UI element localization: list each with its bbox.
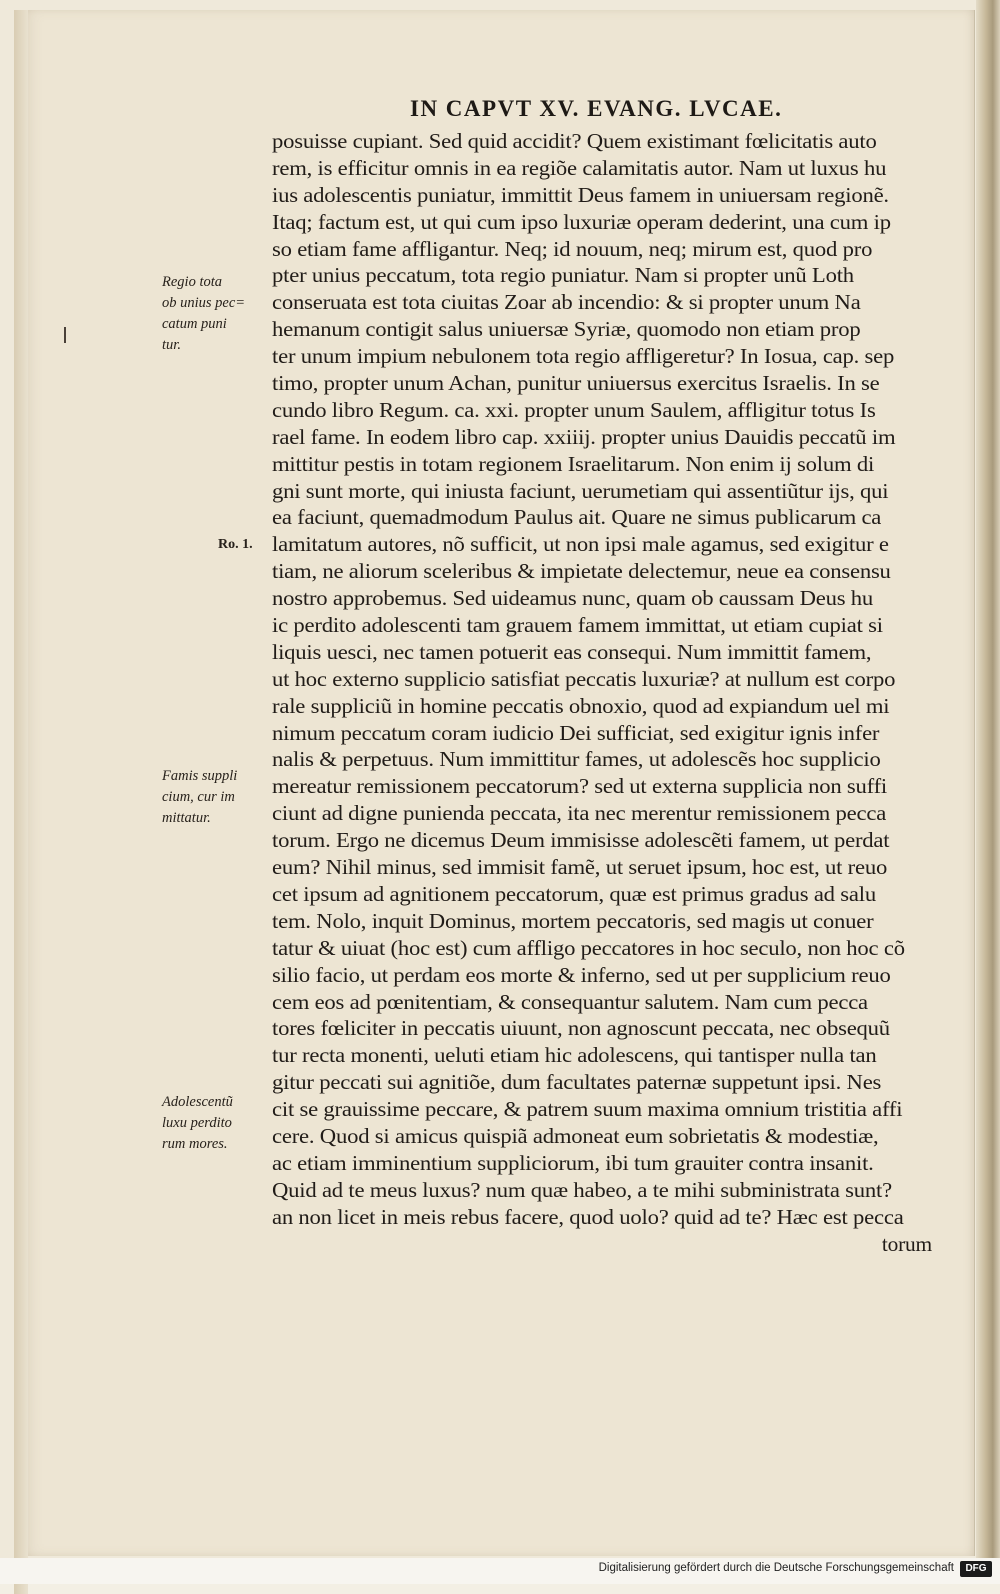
funding-credit: Digitalisierung gefördert durch die Deutsche Forschungsgemeinschaft: [598, 1562, 954, 1574]
footer-bar: [0, 1558, 1000, 1584]
text-line: gitur peccati sui agnitiõe, dum facultates paternæ suppetunt ipsi. Nes: [272, 1070, 882, 1095]
text-line: silio facio, ut perdam eos morte & inferno, sed ut per supplicium reuo: [272, 962, 891, 987]
text-line: rael fame. In eodem libro cap. xxiiij. propter unius Dauidis peccatũ im: [272, 424, 896, 449]
text-line: rale suppliciũ in homine peccatis obnoxio, quod ad expiandum uel mi: [272, 693, 890, 718]
text-line: tem. Nolo, inquit Dominus, mortem peccatoris, sed magis ut conuer: [272, 908, 874, 933]
text-line: tur recta monenti, ueluti etiam hic adolescens, qui tantisper nulla tan: [272, 1043, 877, 1068]
text-line: nostro approbemus. Sed uideamus nunc, quam ob caussam Deus hu: [272, 586, 874, 611]
text-line: conseruata est tota ciuitas Zoar ab incendio: & si propter unum Na: [272, 290, 861, 315]
marginal-line: ob unius pec=: [162, 295, 246, 311]
text-line: ciunt ad digne punienda peccata, ita nec merentur remissionem pecca: [272, 801, 887, 826]
text-line: cet ipsum ad agnitionem peccatorum, quæ est primus gradus ad salu: [272, 881, 876, 906]
text-line: liquis uesci, nec tamen potuerit eas consequi. Num immittit famem,: [272, 639, 872, 664]
catchword: torum: [881, 1231, 932, 1256]
text-line: torum. Ergo ne dicemus Deum immisisse adolescẽti famem, ut perdat: [272, 828, 890, 853]
page-gutter: [14, 10, 28, 1594]
text-line: Itaq; factum est, ut qui cum ipso luxuriæ operam dederint, una cum ip: [272, 209, 891, 234]
text-line: nimum peccatum coram iudicio Dei sufficiat, sed exigitur ignis infer: [272, 720, 880, 745]
text-line: cem eos ad pœnitentiam, & consequantur salutem. Nam cum pecca: [272, 989, 868, 1014]
marginal-line: Ro. 1.: [218, 537, 253, 552]
text-line: tiam, ne aliorum sceleribus & impietate delectemur, neue ea consensu: [272, 559, 891, 584]
text-line: lamitatum autores, nõ sufficit, ut non ipsi male agamus, sed exigitur e: [272, 532, 889, 557]
text-line: rem, is efficitur omnis in ea regiõe calamitatis autor. Nam ut luxus hu: [272, 155, 887, 180]
text-line: posuisse cupiant. Sed quid accidit? Quem existimant fœlicitatis auto: [272, 129, 877, 153]
text-line: nalis & perpetuus. Num immittitur fames, ut adolescẽs hoc supplicio: [272, 747, 881, 772]
body-text: [272, 128, 932, 1257]
marginal-line: tur.: [162, 337, 181, 353]
marginal-line: rum mores.: [162, 1136, 228, 1152]
dfg-logo: DFG: [960, 1561, 992, 1577]
text-line: Quid ad te meus luxus? num quæ habeo, a te mihi subministrata sunt?: [272, 1177, 892, 1202]
marginal-line: luxu perdito: [162, 1115, 232, 1131]
marginal-note-famis: [162, 766, 264, 829]
text-line: cit se grauissime peccare, & patrem suum maxima omnium tristitia affi: [272, 1097, 903, 1122]
marginal-note-adolescentu: [162, 1092, 264, 1155]
text-line: ea faciunt, quemadmodum Paulus ait. Quare ne simus publicarum ca: [272, 505, 882, 530]
text-line: hemanum contigit salus uniuersæ Syriæ, quomodo non etiam prop: [272, 317, 861, 342]
marginal-note-regio: [162, 272, 264, 356]
text-line: an non licet in meis rebus facere, quod uolo? quid ad te? Hæc est pecca: [272, 1204, 904, 1229]
text-line: so etiam fame affligantur. Neq; id nouum, neq; mirum est, quod pro: [272, 236, 873, 261]
marginal-line: catum puni: [162, 316, 227, 332]
marginal-line: Regio tota: [162, 274, 223, 290]
text-line: ter unum impium nebulonem tota regio affligeretur? In Iosua, cap. sep: [272, 344, 895, 369]
text-line: gni sunt morte, qui iniusta faciunt, uerumetiam qui assentiũtur ijs, qui: [272, 478, 889, 503]
text-line: pter unius peccatum, tota regio puniatur. Nam si propter unũ Loth: [272, 263, 854, 288]
text-line: ius adolescentis puniatur, immittit Deus famem in uniuersam regionẽ.: [272, 182, 889, 207]
marginal-line: cium, cur im: [162, 789, 235, 805]
text-line: ut hoc externo supplicio satisfiat peccatis luxuriæ? at nullum est corpo: [272, 666, 896, 691]
text-line: tores fœliciter in peccatis uiuunt, non agnoscunt peccata, nec obsequũ: [272, 1016, 890, 1041]
text-line: eum? Nihil minus, sed immisit famẽ, ut seruet ipsum, hoc est, ut reuo: [272, 855, 888, 880]
text-line: mittitur pestis in totam regionem Israelitarum. Non enim ij solum di: [272, 451, 875, 476]
text-line: timo, propter unum Achan, punitur uniuersus exercitus Israelis. In se: [272, 371, 880, 396]
text-line: cere. Quod si amicus quispiã admoneat eum sobrietatis & modestiæ,: [272, 1123, 879, 1148]
book-edge: [976, 0, 1000, 1584]
marginal-line: Famis suppli: [162, 768, 238, 784]
marginal-line: mittatur.: [162, 810, 211, 826]
ink-mark: [64, 327, 66, 343]
text-line: tatur & uiuat (hoc est) cum affligo peccatores in hoc seculo, non hoc cõ: [272, 935, 905, 960]
running-head: IN CAPVT XV. EVANG. LVCAE.: [410, 96, 783, 121]
marginal-line: Adolescentũ: [162, 1094, 233, 1110]
text-line: mereatur remissionem peccatorum? sed ut externa supplicia non suffi: [272, 774, 888, 799]
text-line: ic perdito adolescenti tam grauem famem immittat, ut etiam cupiat si: [272, 613, 883, 638]
text-line: ac etiam imminentium suppliciorum, ibi tum grauiter contra insanit.: [272, 1150, 874, 1175]
text-line: cundo libro Regum. ca. xxi. propter unum Saulem, affligitur totus Is: [272, 397, 876, 422]
